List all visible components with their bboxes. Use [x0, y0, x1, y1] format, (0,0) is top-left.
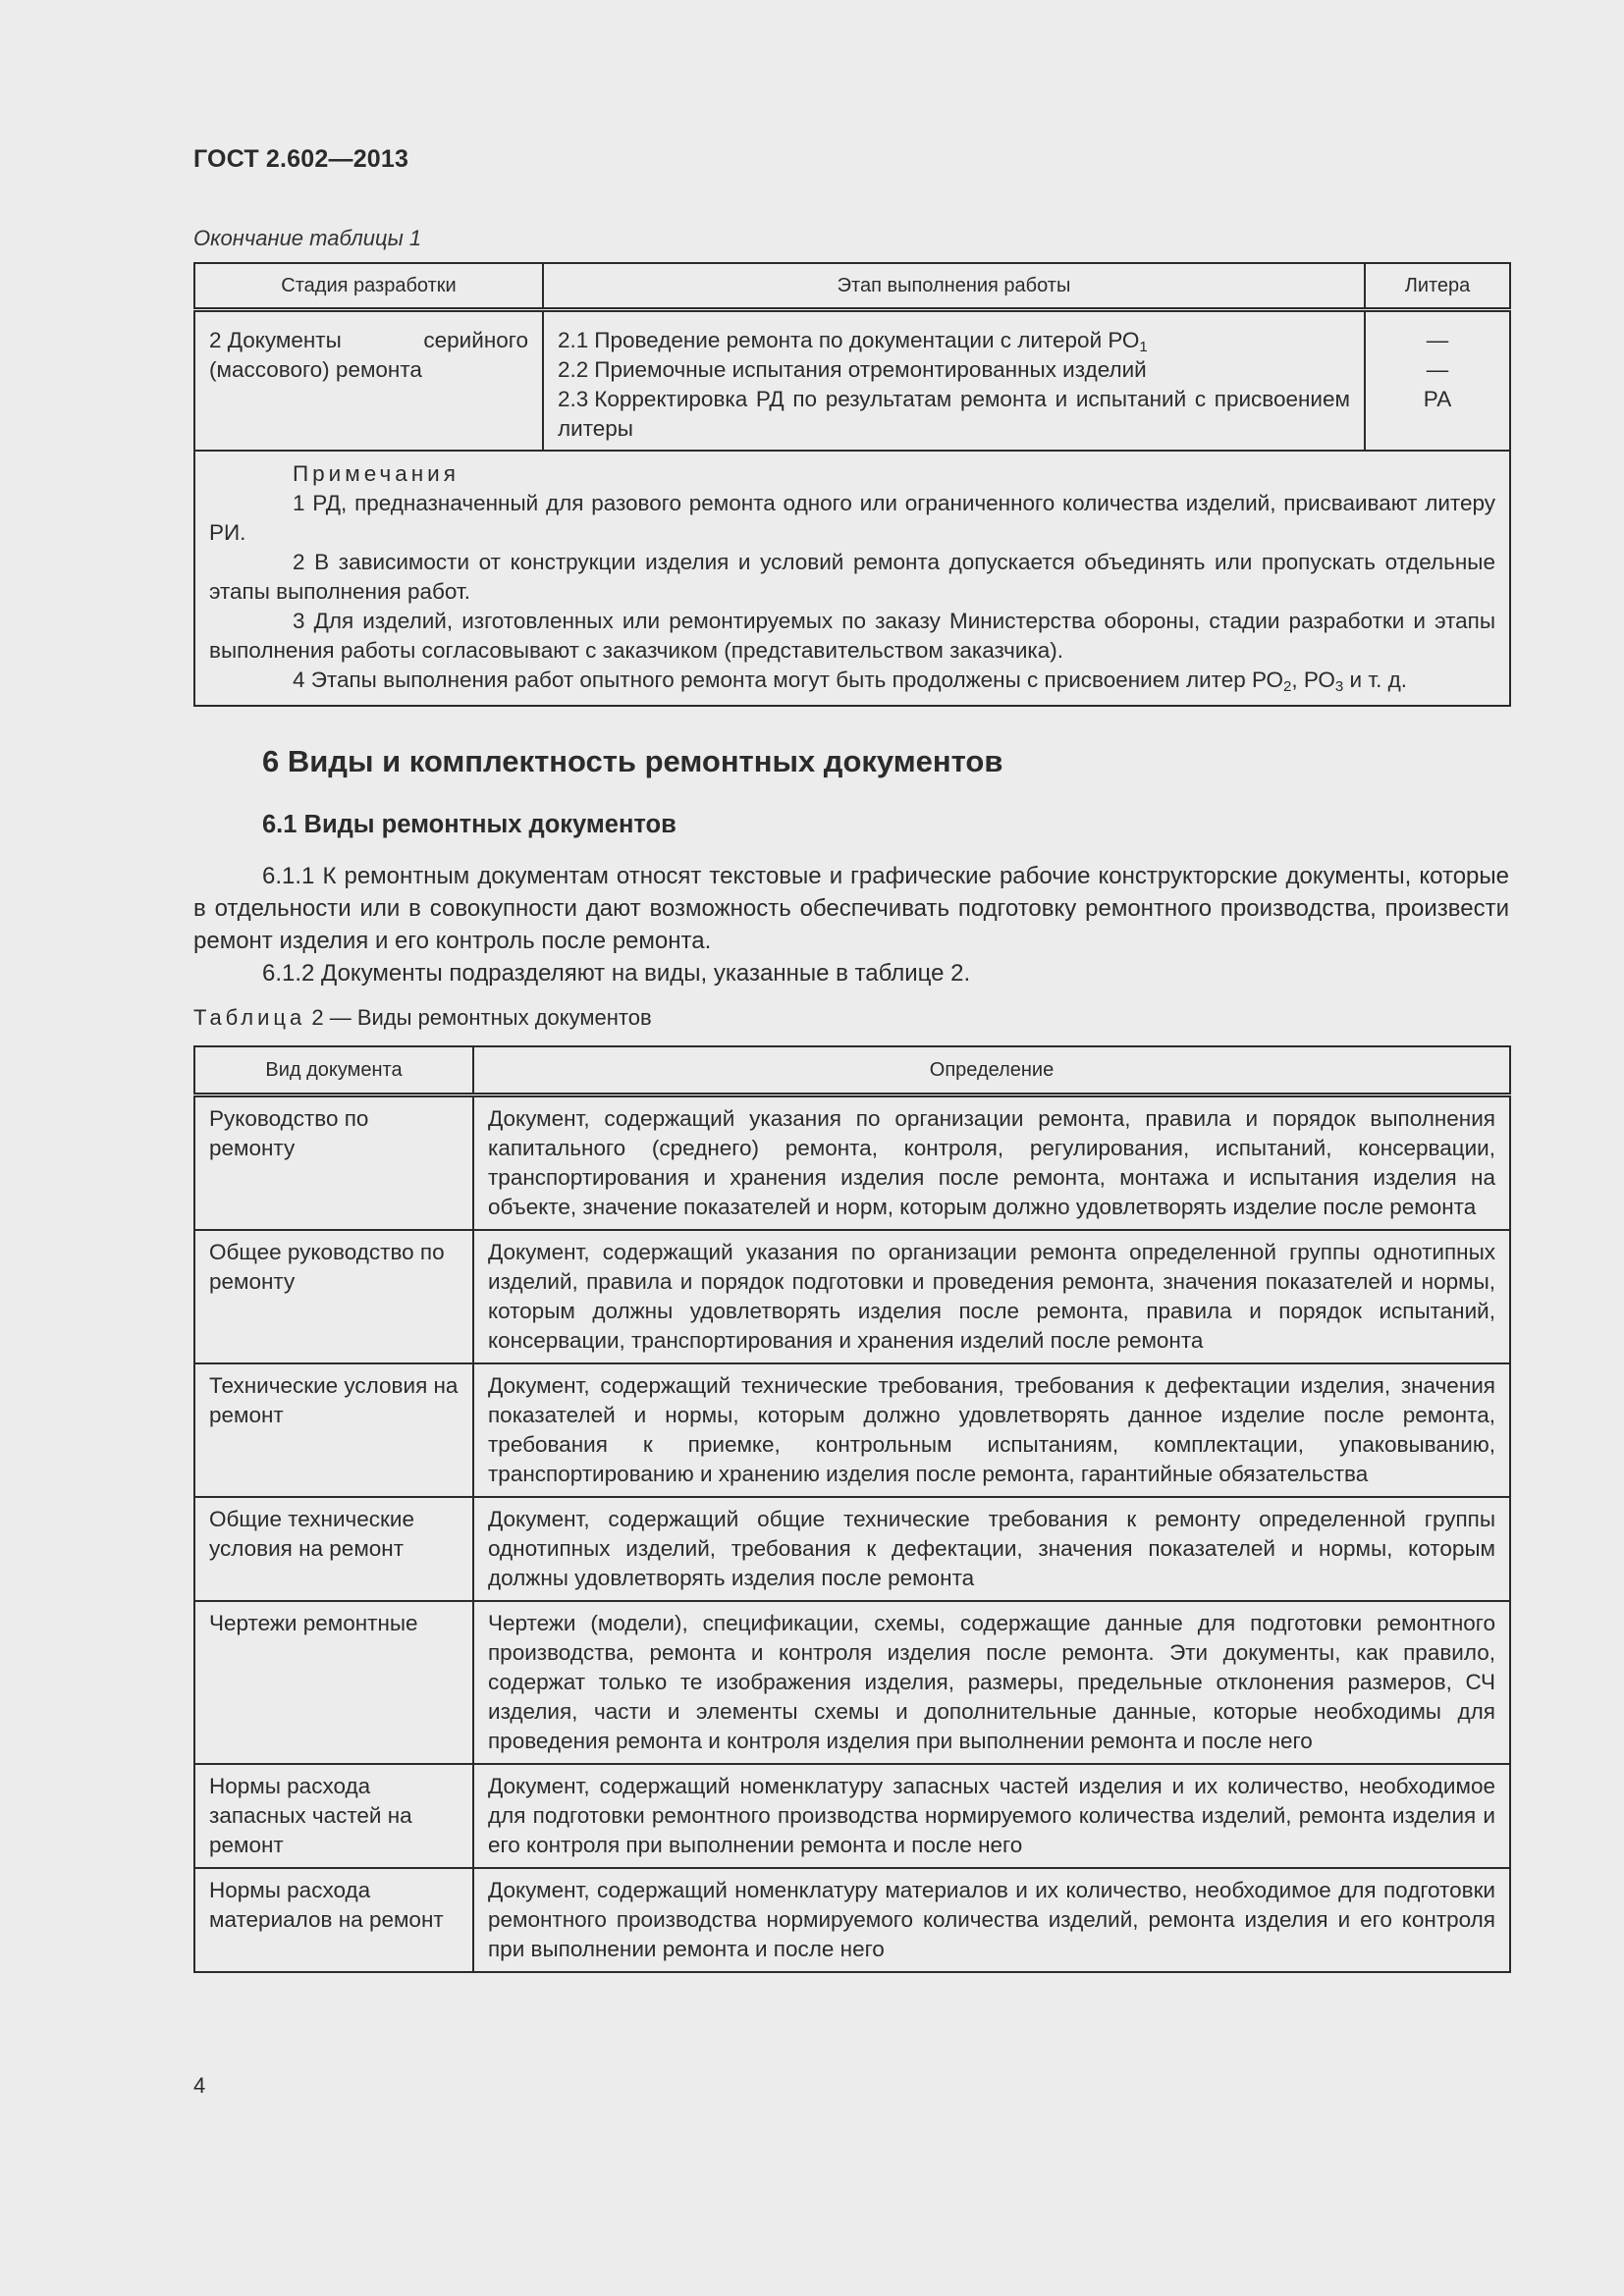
doc-definition: Документ, содержащий номенклатуру материалов и их количество, необходимое для подготовки ремонтного производства нормируемого количества изделий, ремонта изделия и его контроля при выполнении ремонта и после него — [473, 1868, 1510, 1972]
doc-kind: Нормы расхода запасных частей на ремонт — [194, 1764, 473, 1868]
table-row — [194, 1095, 1510, 1231]
litera-value: РА — [1423, 387, 1452, 411]
doc-kind: Технические условия на ремонт — [194, 1363, 473, 1497]
stage-line: (массового) ремонта — [209, 357, 422, 382]
doc-definition: Документ, содержащий номенклатуру запасных частей изделия и их количество, необходимое для подготовки ремонтного производства нормируемого количества изделий, ремонта изделия и его контроля при выполнении ремонта и после него — [473, 1764, 1510, 1868]
table-row — [194, 1868, 1510, 1972]
doc-definition: Документ, содержащий указания по организации ремонта определенной группы однотипных изделий, правила и порядок подготовки и проведения ремонта, значения показателей и нормы, которым должны удовлетворять изделия после ремонта, правила и порядок испытаний, консервации, транспортирования и хранения изделий после ремонта — [473, 1230, 1510, 1363]
doc-kind: Чертежи ремонтные — [194, 1601, 473, 1764]
table1-header-stage: Стадия разработки — [194, 263, 543, 310]
doc-kind: Руководство по ремонту — [194, 1095, 473, 1231]
section-title: 6 Виды и комплектность ремонтных документов — [262, 744, 1003, 778]
doc-kind: Общее руководство по ремонту — [194, 1230, 473, 1363]
work-step: 2.2 Приемочные испытания отремонтированных изделий — [558, 357, 1147, 382]
doc-definition: Документ, содержащий общие технические требования к ремонту определенной группы однотипных изделий, требования к дефектации, значения показателей и нормы, которым должны удовлетворять изделия после ремонта — [473, 1497, 1510, 1601]
note: 4 Этапы выполнения работ опытного ремонта могут быть продолжены с присвоением литер $РО_2$, $РО_3$ и т. д. — [293, 667, 1408, 695]
document-title: ГОСТ 2.602—2013 — [193, 145, 409, 173]
table1-notes-row — [194, 451, 1510, 706]
table1 — [193, 262, 1511, 707]
work-step: 2.1 Проведение ремонта по документации с литерой $РО_1$ — [558, 328, 1148, 355]
table1-litera-cell — [1365, 310, 1510, 452]
paragraph-6-1-1: 6.1.1 К ремонтным документам относят текстовые и графические рабочие конструкторские документы, которые в отдельности или в совокупности дают возможность обеспечивать подготовку ремонтного производства, произвести ремонт изделия и его контроль после ремонта. — [193, 863, 1509, 954]
stage-word: 2 Документы — [209, 328, 342, 352]
table1-header-litera: Литера — [1365, 263, 1510, 310]
subsection-title: 6.1 Виды ремонтных документов — [262, 811, 677, 838]
doc-definition: Документ, содержащий технические требования, требования к дефектации изделия, значения показателей и нормы, которым должно удовлетворять данное изделие после ремонта, требования к приемке, контрольным испытаниям, комплектации, упаковыванию, транспортированию и хранению изделия после ремонта, гарантийные обязательства — [473, 1363, 1510, 1497]
table2-caption: Таблица 2 — Виды ремонтных документов — [193, 1005, 652, 1030]
table1-header-work: Этап выполнения работы — [543, 263, 1365, 310]
page-number: 4 — [193, 2073, 206, 2098]
doc-definition: Документ, содержащий указания по организации ремонта, правила и порядок выполнения капитального (среднего) ремонта, контроля, регулирования, испытаний, консервации, транспортирования и хранения изделия после ремонта, монтажа и испытания изделия на объекте, значение показателей и норм, которым должно удовлетворять изделие после ремонта — [473, 1095, 1510, 1231]
table-row — [194, 1601, 1510, 1764]
doc-kind: Нормы расхода материалов на ремонт — [194, 1868, 473, 1972]
stage-word: серийного — [423, 328, 528, 352]
note: 3 Для изделий, изготовленных или ремонтируемых по заказу Министерства обороны, стадии разработки и этапы выполнения работы согласовывают с заказчиком (представительством заказчика). — [209, 609, 1495, 663]
litera-value: — — [1426, 357, 1449, 382]
table2-header-row — [194, 1046, 1510, 1095]
table2 — [193, 1045, 1511, 1973]
work-step: 2.3 Корректировка РД по результатам ремонта и испытаний с присвоением литеры — [558, 387, 1350, 441]
table2-header-kind: Вид документа — [194, 1046, 473, 1095]
table-row — [194, 1497, 1510, 1601]
litera-value: — — [1426, 328, 1449, 352]
doc-kind: Общие технические условия на ремонт — [194, 1497, 473, 1601]
table1-stage-cell — [194, 310, 543, 452]
table-row — [194, 1363, 1510, 1497]
table1-work-cell — [543, 310, 1365, 452]
table2-header-definition: Определение — [473, 1046, 1510, 1095]
paragraph-6-1-2: 6.1.2 Документы подразделяют на виды, указанные в таблице 2. — [262, 960, 971, 987]
table-row — [194, 1764, 1510, 1868]
note: 1 РД, предназначенный для разового ремонта одного или ограниченного количества изделий, присваивают литеру РИ. — [209, 491, 1495, 545]
table1-notes-cell — [194, 451, 1510, 706]
note: 2 В зависимости от конструкции изделия и условий ремонта допускается объединять или пропускать отдельные этапы выполнения работ. — [209, 550, 1495, 604]
table-row — [194, 1230, 1510, 1363]
table1-header-row — [194, 263, 1510, 310]
table1-caption: Окончание таблицы 1 — [193, 226, 422, 250]
notes-title: Примечания — [293, 461, 460, 486]
doc-definition: Чертежи (модели), спецификации, схемы, содержащие данные для подготовки ремонтного производства, ремонта и контроля изделия после ремонта. Эти документы, как правило, содержат только те изображения изделия, размеры, предельные отклонения размеров, СЧ изделия, части и элементы схемы и дополнительные данные, которые необходимы для проведения ремонта и контроля изделия при выполнении ремонта и после него — [473, 1601, 1510, 1764]
table1-row — [194, 310, 1510, 452]
